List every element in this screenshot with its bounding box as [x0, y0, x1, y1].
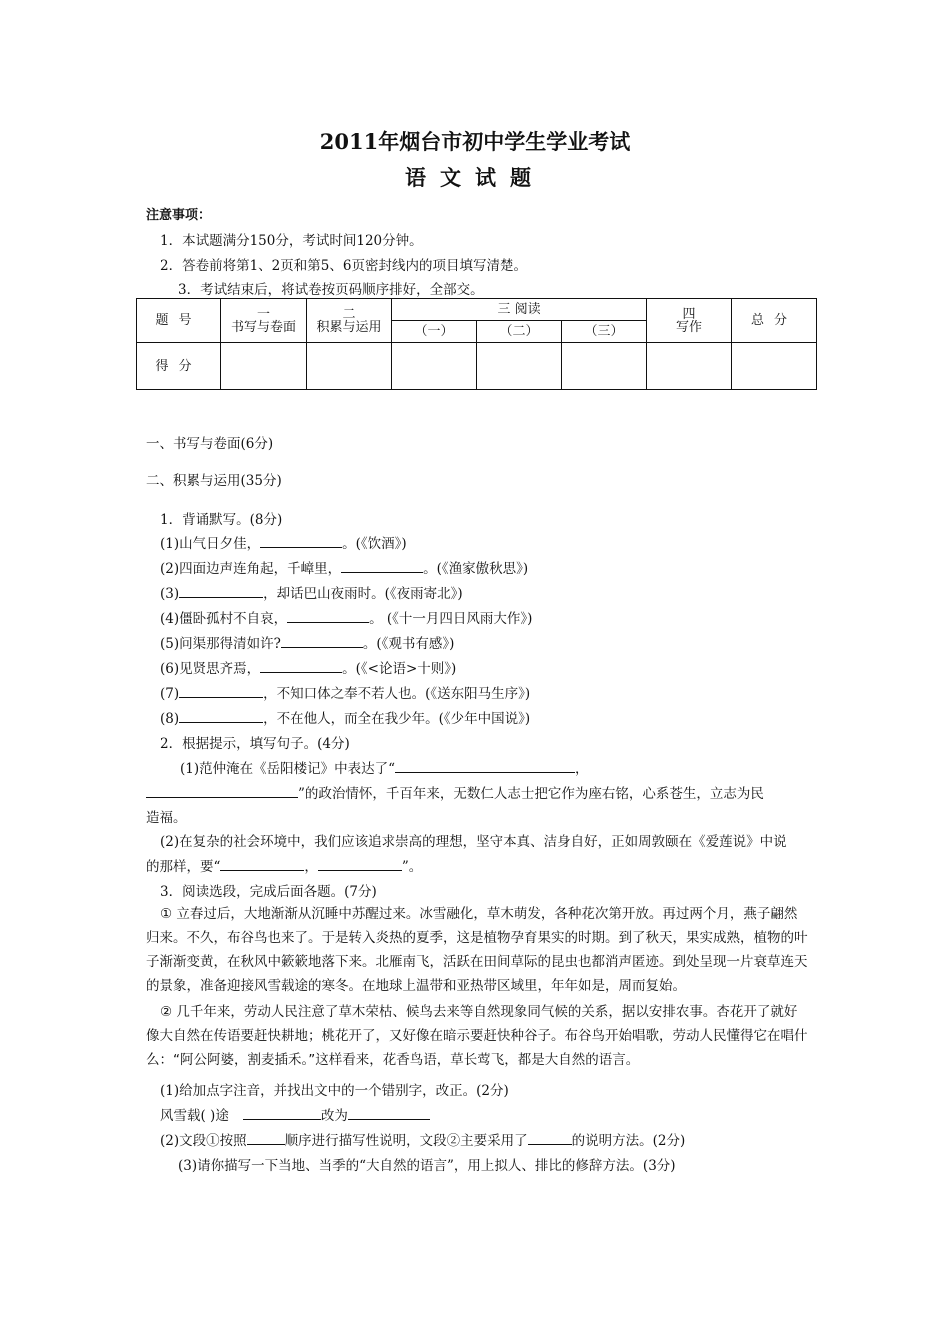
answer-blank[interactable] [260, 660, 342, 673]
score-cell[interactable] [647, 343, 732, 390]
passage-paragraph-2: ② 几千年来，劳动人民注意了草木荣枯、候鸟去来等自然现象同气候的关系，据以安排农事。杏花开了就好像大自然在传语要赶快耕地；桃花开了，又好像在暗示要赶快种谷子。布谷鸟开始唱歌，劳动人民懂得它在唱什么：“阿公阿婆，割麦插禾。”这样看来，花香鸟语，草长莺飞，都是大自然的语言。 [146, 1004, 808, 1068]
line-text: (8) [160, 711, 180, 727]
q3-text: (2)文段①按照 [160, 1133, 247, 1149]
q2-p1-line2 [146, 782, 764, 802]
col-name: 书写与卷面 [230, 319, 296, 335]
answer-blank[interactable] [146, 785, 298, 798]
passage-paragraph-1: ① 立春过后，大地渐渐从沉睡中苏醒过来。冰雪融化，草木萌发，各种花次第开放。再过两个月，燕子翩然归来。不久，布谷鸟也来了。于是转入炎热的夏季，这是植物孕育果实的时期。到了秋天，果实成熟，植物的叶子渐渐变黄，在秋风中簌簌地落下来。北雁南飞，活跃在田间草际的昆虫也都消声匿迹。到处呈现一片衰草连天的景象，准备迎接风雪载途的寒冬。在地球上温带和亚热带区域里，年年如是，周而复始。 [146, 906, 808, 994]
q2-p2-line2 [146, 855, 422, 875]
line-text: (7) [160, 686, 180, 702]
q1-line-2 [160, 557, 528, 577]
row-label-score: 得分 [137, 343, 221, 390]
col-composition [647, 299, 732, 343]
line-text: (3) [160, 586, 180, 602]
col-number: 一 [256, 306, 270, 322]
answer-blank[interactable] [260, 535, 342, 548]
line-source: 。 (《十一月四日风雨大作》) [369, 611, 533, 627]
exam-title: 2011年烟台市初中学生学业考试 [319, 129, 631, 154]
line-source: 。(《观书有感》) [362, 636, 455, 652]
row-label-question-number: 题号 [137, 299, 221, 343]
answer-blank[interactable] [281, 635, 363, 648]
answer-blank[interactable] [528, 1132, 572, 1145]
q3-sub3: (3)请你描写一下当地、当季的“大自然的语言”，用上拟人、排比的修辞方法。(3分) [178, 1158, 676, 1174]
q2-p1-line3: 造福。 [146, 810, 187, 826]
answer-blank[interactable] [348, 1107, 430, 1120]
notice-item: 3．考试结束后，将试卷按页码顺序排好，全部交。 [178, 282, 484, 298]
q1-line-4 [160, 607, 532, 627]
q1-line-5 [160, 632, 454, 652]
col-reading-3: （三） [562, 321, 647, 343]
line-source: 。(《渔家傲秋思》) [423, 561, 529, 577]
q3-text: 顺序进行描写性说明，文段②主要采用了 [284, 1133, 528, 1149]
score-cell[interactable] [562, 343, 647, 390]
answer-blank[interactable] [243, 1107, 321, 1120]
col-number: 四 [682, 306, 696, 322]
q1-line-8 [160, 707, 530, 727]
answer-blank[interactable] [179, 685, 263, 698]
q1-line-1 [160, 532, 407, 552]
col-accumulation [307, 299, 392, 343]
col-name: 积累与运用 [316, 319, 382, 335]
q1-heading: 1．背诵默写。(8分) [160, 512, 283, 528]
col-reading-2: （二） [477, 321, 562, 343]
q3-heading: 3．阅读选段，完成后面各题。(7分) [160, 884, 377, 900]
answer-blank[interactable] [179, 710, 263, 723]
notice-heading: 注意事项： [146, 208, 212, 223]
col-reading-header: 三 阅读 [392, 299, 647, 321]
answer-blank[interactable] [247, 1132, 285, 1145]
col-number: 二 [342, 306, 356, 322]
line-text: (1)山气日夕佳， [160, 536, 261, 552]
q2-text: 的那样，要“ [146, 859, 221, 875]
q3-text: 的说明方法。(2分) [571, 1133, 686, 1149]
q2-text: ， [575, 761, 589, 777]
score-cell[interactable] [307, 343, 392, 390]
q1-line-3 [160, 582, 463, 602]
notice-item: 2．答卷前将第1、2页和第5、6页密封线内的项目填写清楚。 [160, 258, 527, 274]
line-text: (4)僵卧孤村不自哀， [160, 611, 288, 627]
q2-heading: 2．根据提示，填写句子。(4分) [160, 736, 350, 752]
line-source: ，却话巴山夜雨时。(《夜雨寄北》) [263, 586, 463, 602]
notice-item: 1．本试题满分150分，考试时间120分钟。 [160, 233, 423, 249]
q2-text: ， [304, 859, 318, 875]
answer-blank[interactable] [287, 610, 369, 623]
score-cell[interactable] [477, 343, 562, 390]
col-name: 写作 [676, 319, 703, 335]
col-total: 总分 [732, 299, 817, 343]
score-cell[interactable] [732, 343, 817, 390]
q1-line-6 [160, 657, 456, 677]
answer-blank[interactable] [179, 585, 263, 598]
q3-sub1: (1)给加点字注音，并找出文中的一个错别字，改正。(2分) [160, 1083, 509, 1099]
score-table [136, 298, 817, 390]
line-text: (6)见贤思齐焉， [160, 661, 261, 677]
answer-blank[interactable] [341, 560, 423, 573]
answer-blank[interactable] [395, 760, 575, 773]
score-cell[interactable] [221, 343, 307, 390]
q2-p2-line1: (2)在复杂的社会环境中，我们应该追求崇高的理想，坚守本真、洁身自好，正如周敦颐在《爱莲说》中说 [160, 834, 787, 850]
section-2-heading: 二、积累与运用(35分) [146, 473, 282, 489]
answer-blank[interactable] [220, 858, 304, 871]
col-reading-1: （一） [392, 321, 477, 343]
line-text: (5)问渠那得清如许? [160, 636, 281, 652]
q2-text: (1)范仲淹在《岳阳楼记》中表达了“ [180, 761, 396, 777]
score-cell[interactable] [392, 343, 477, 390]
q3-sub2 [160, 1129, 685, 1149]
q1-line-7 [160, 682, 530, 702]
exam-subtitle: 语文试题 [405, 165, 545, 190]
q3-sub1-answer [160, 1104, 430, 1124]
line-source: 。(《饮酒》) [342, 536, 407, 552]
q2-text: ”。 [401, 859, 423, 875]
q3-text: 风雪载( )途 [160, 1108, 229, 1124]
q2-text: ”的政治情怀，千百年来，无数仁人志士把它作为座右铭，心系苍生，立志为民 [298, 786, 764, 802]
line-source: ，不在他人，而全在我少年。(《少年中国说》) [263, 711, 531, 727]
answer-blank[interactable] [318, 858, 402, 871]
q3-text: 改为 [320, 1108, 348, 1124]
q2-p1-line1 [180, 757, 589, 777]
line-source: 。(《<论语>十则》) [342, 661, 457, 677]
line-source: ，不知口体之奉不若人也。(《送东阳马生序》) [263, 686, 531, 702]
line-text: (2)四面边声连角起，千嶂里， [160, 561, 342, 577]
section-1-heading: 一、书写与卷面(6分) [146, 436, 274, 452]
col-writing-neatness [221, 299, 307, 343]
